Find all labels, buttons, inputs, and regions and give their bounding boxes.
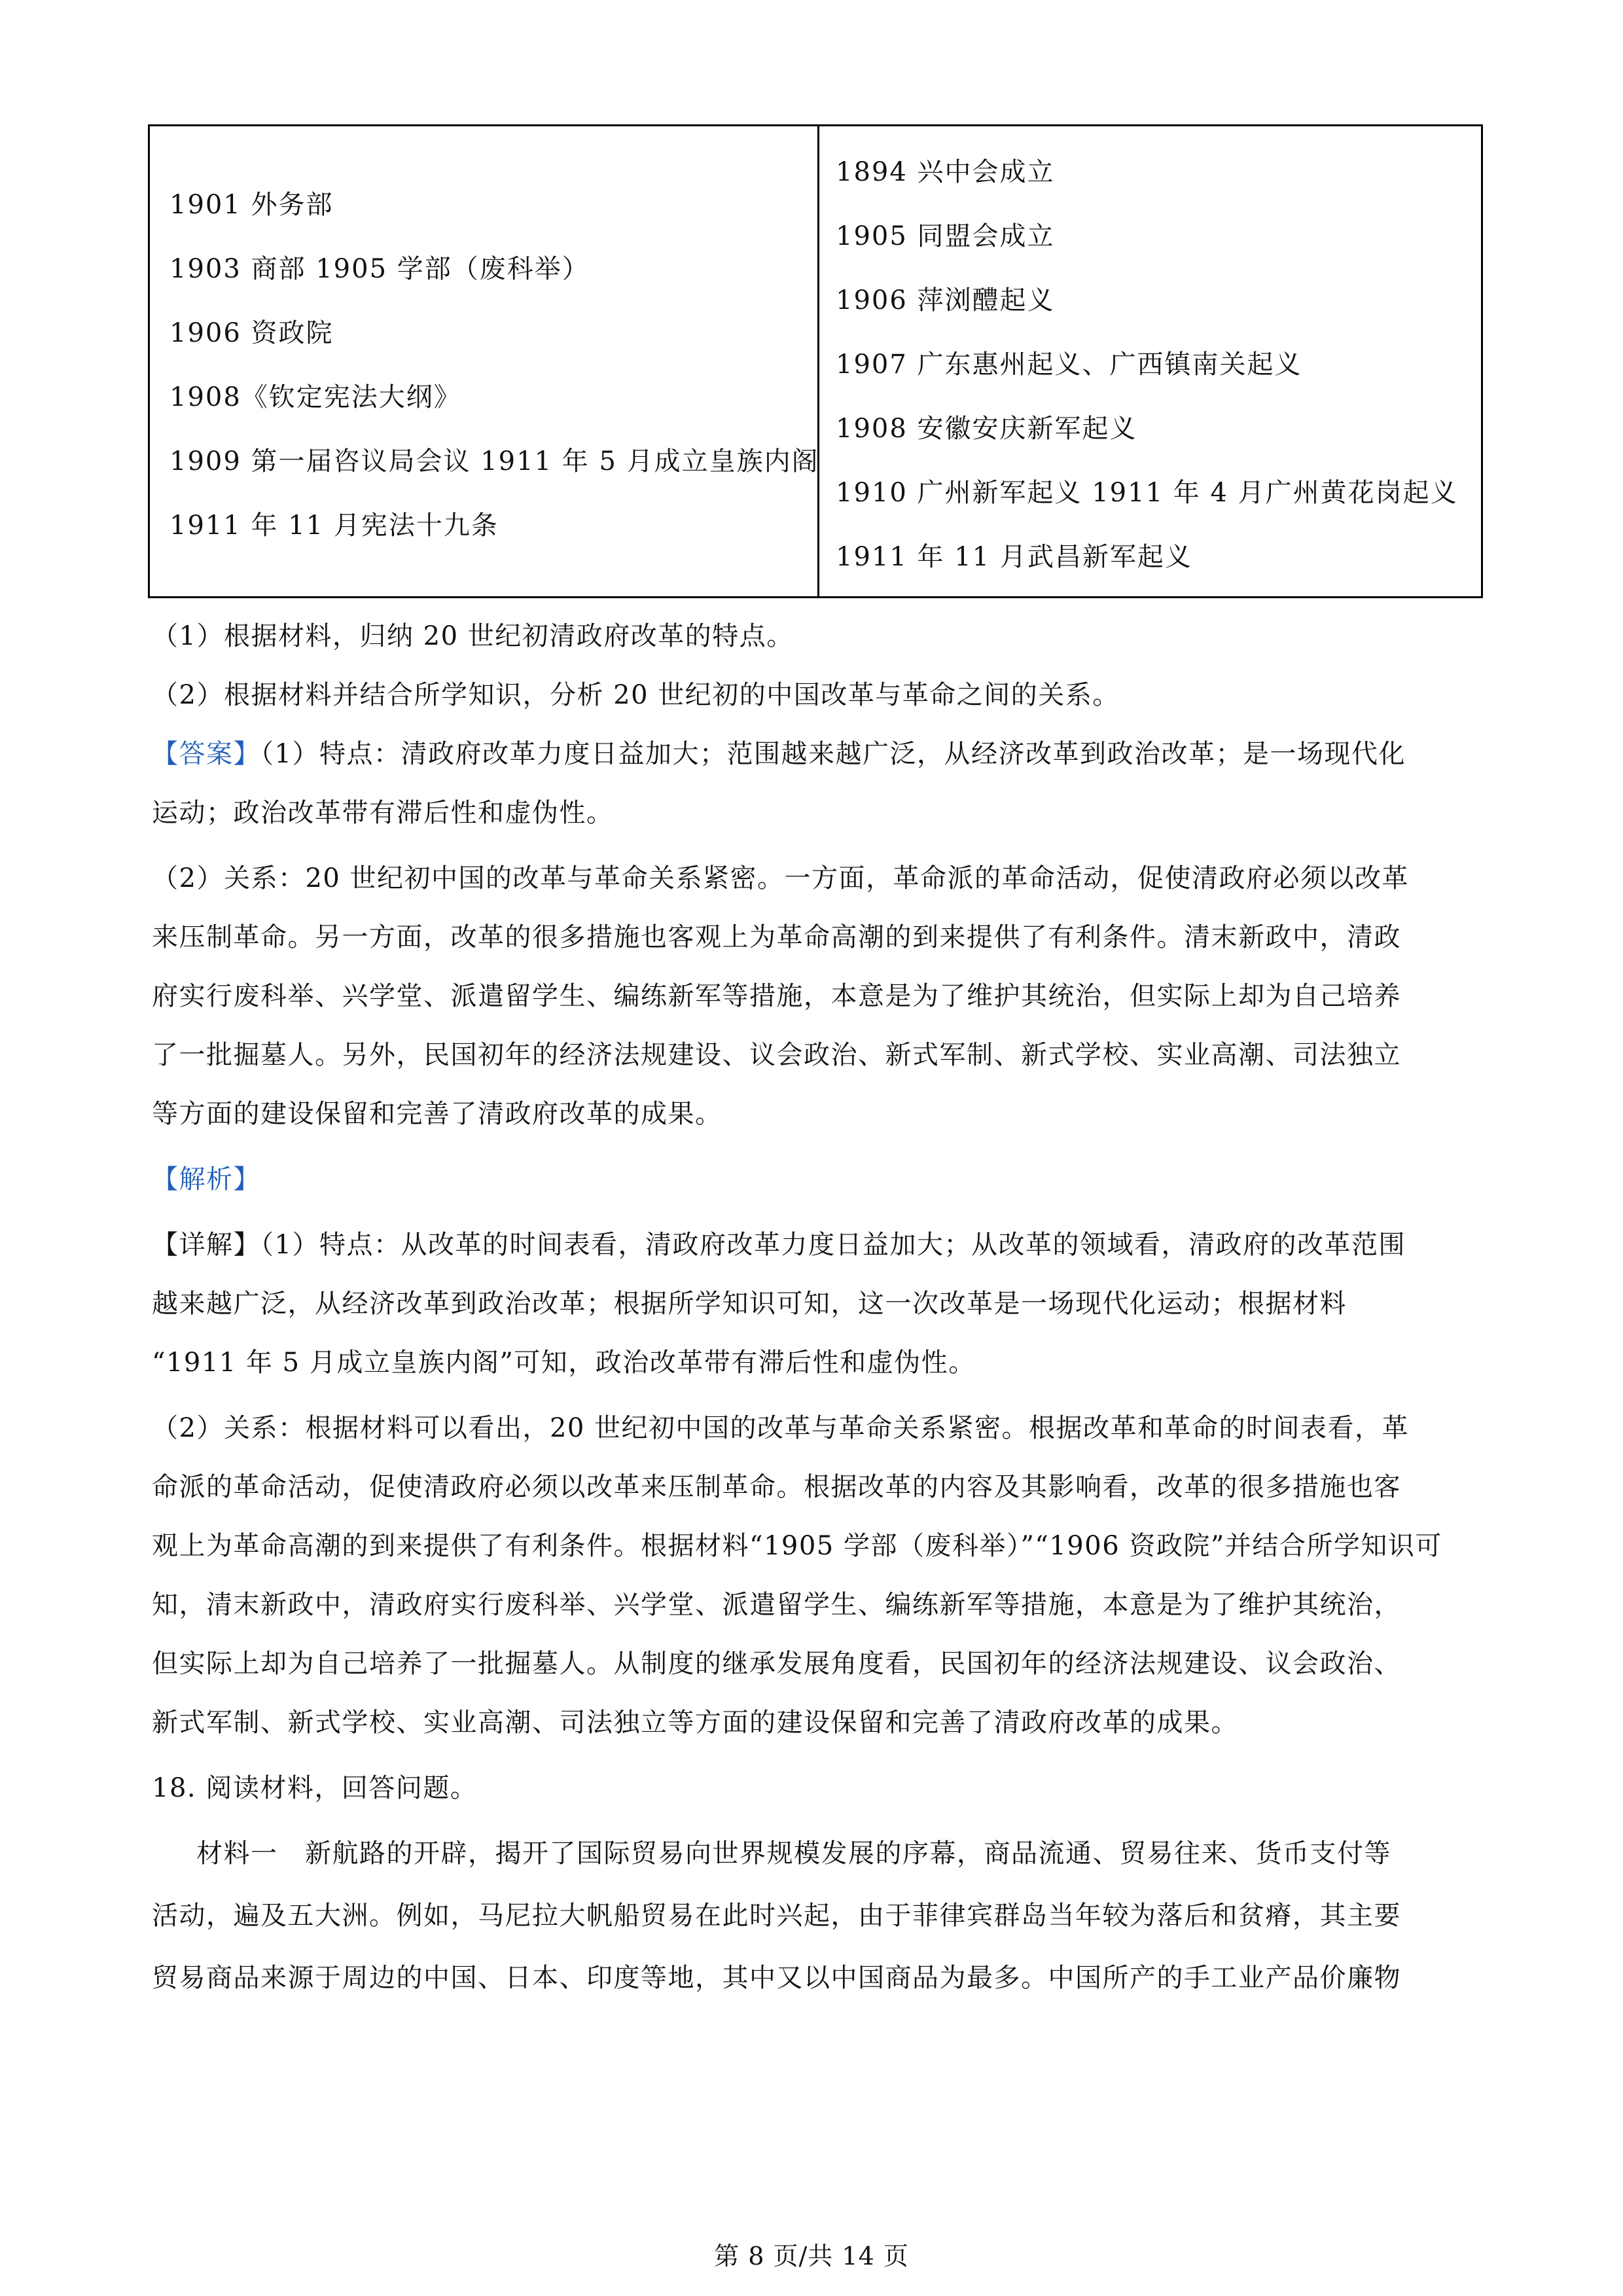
reform-item: 1909 第一届咨议局会议 1911 年 5 月成立皇族内阁	[169, 446, 819, 476]
detail-line: （2）关系：根据材料可以看出，20 世纪初中国的改革与革命关系紧密。根据改革和革命的时间表看，革	[152, 1413, 1410, 1443]
detail-line: 知，清末新政中，清政府实行废科举、兴学堂、派遣留学生、编练新军等措施，本意是为了维护其统治，	[152, 1590, 1401, 1620]
detail-line	[152, 1224, 1406, 1261]
revolution-item: 1906 萍浏醴起义	[836, 285, 1055, 315]
answer-line: 了一批掘墓人。另外，民国初年的经济法规建设、议会政治、新式军制、新式学校、实业高潮、司法独立	[152, 1040, 1401, 1070]
reform-item: 1901 外务部	[169, 190, 334, 220]
question-2: （2）根据材料并结合所学知识，分析 20 世纪初的中国改革与革命之间的关系。	[152, 680, 1120, 710]
answer-line: 运动；政治改革带有滞后性和虚伪性。	[152, 798, 614, 828]
reform-item: 1906 资政院	[169, 318, 334, 348]
analysis-tag: 【解析】	[152, 1164, 260, 1194]
revolution-item: 1907 广东惠州起义、广西镇南关起义	[836, 350, 1302, 380]
answer-text: （1）特点：清政府改革力度日益加大；范围越来越广泛，从经济改革到政治改革；是一场现代化	[260, 739, 1406, 769]
reform-item: 1911 年 11 月宪法十九条	[169, 511, 499, 541]
material-line: 活动，遍及五大洲。例如，马尼拉大帆船贸易在此时兴起，由于菲律宾群岛当年较为落后和贫瘠，其主要	[152, 1901, 1401, 1931]
material-line: 贸易商品来源于周边的中国、日本、印度等地，其中又以中国商品为最多。中国所产的手工业产品价廉物	[152, 1963, 1401, 1993]
reform-item: 1903 商部 1905 学部（废科举）	[169, 254, 590, 284]
answer-line: （2）关系：20 世纪初中国的改革与革命关系紧密。一方面，革命派的革命活动，促使清政府必须以改革	[152, 863, 1410, 893]
question-18-title: 18. 阅读材料，回答问题。	[152, 1773, 478, 1803]
revolution-item: 1910 广州新军起义 1911 年 4 月广州黄花岗起义	[836, 478, 1458, 508]
question-1: （1）根据材料，归纳 20 世纪初清政府改革的特点。	[152, 621, 794, 651]
table-divider	[817, 126, 819, 596]
answer-line: 府实行废科举、兴学堂、派遣留学生、编练新军等措施，本意是为了维护其统治，但实际上却为自己培养	[152, 981, 1401, 1011]
answer-line	[152, 733, 1406, 770]
detail-line: 命派的革命活动，促使清政府必须以改革来压制革命。根据改革的内容及其影响看，改革的很多措施也客	[152, 1472, 1401, 1502]
revolution-item: 1905 同盟会成立	[836, 221, 1055, 251]
answer-line: 等方面的建设保留和完善了清政府改革的成果。	[152, 1099, 722, 1129]
timeline-table	[148, 124, 1483, 598]
revolution-item: 1911 年 11 月武昌新军起义	[836, 542, 1192, 572]
detail-line: 新式军制、新式学校、实业高潮、司法独立等方面的建设保留和完善了清政府改革的成果。	[152, 1708, 1238, 1738]
revolution-item: 1894 兴中会成立	[836, 157, 1055, 187]
revolution-item: 1908 安徽安庆新军起义	[836, 414, 1137, 444]
answer-tag: 【答案】	[152, 739, 260, 769]
detail-text: （1）特点：从改革的时间表看，清政府改革力度日益加大；从改革的领域看，清政府的改革范围	[260, 1230, 1406, 1260]
detail-line: 但实际上却为自己培养了一批掘墓人。从制度的继承发展角度看，民国初年的经济法规建设、议会政治、	[152, 1649, 1401, 1679]
detail-line: “1911 年 5 月成立皇族内阁”可知，政治改革带有滞后性和虚伪性。	[152, 1348, 976, 1378]
detail-line: 观上为革命高潮的到来提供了有利条件。根据材料“1905 学部（废科举）”“1906 资政院”并结合所学知识可	[152, 1531, 1442, 1561]
detail-line: 越来越广泛，从经济改革到政治改革；根据所学知识可知，这一次改革是一场现代化运动；根据材料	[152, 1289, 1347, 1319]
detail-tag: 【详解】	[152, 1230, 260, 1260]
material-line: 材料一 新航路的开辟，揭开了国际贸易向世界规模发展的序幕，商品流通、贸易往来、货币支付等	[196, 1839, 1391, 1869]
answer-line: 来压制革命。另一方面，改革的很多措施也客观上为革命高潮的到来提供了有利条件。清末新政中，清政	[152, 922, 1401, 952]
reform-item: 1908《钦定宪法大纲》	[169, 382, 461, 412]
page-footer: 第 8 页/共 14 页	[714, 2242, 909, 2270]
analysis-heading	[152, 1158, 260, 1196]
